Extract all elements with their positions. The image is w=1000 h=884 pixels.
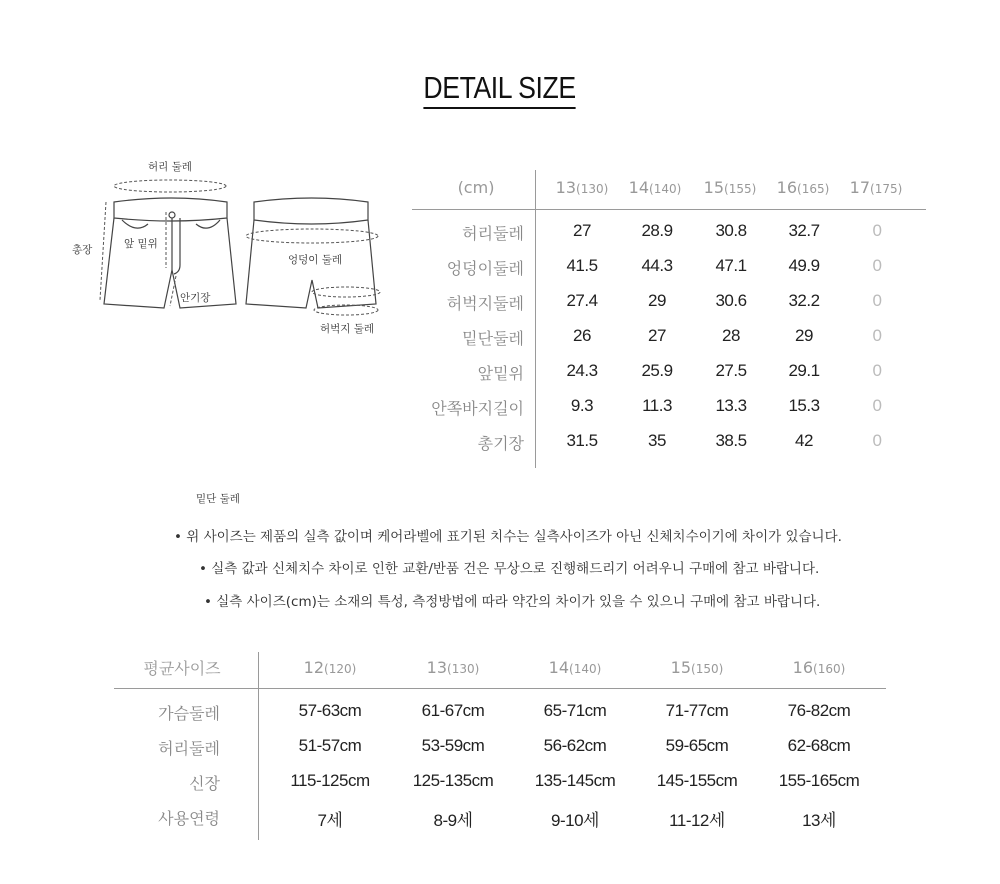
cell-value: 49.9 (788, 256, 820, 275)
cell-value: 38.5 (715, 431, 747, 450)
cell-value: 35 (648, 431, 666, 450)
cell-value: 29.1 (788, 361, 820, 380)
col-header: 15(150) (670, 658, 724, 677)
cell-value: 7세 (317, 811, 343, 830)
cell-value: 32.7 (788, 221, 820, 240)
cell-value: 0 (872, 256, 882, 275)
note-item: • 실측 값과 신체치수 차이로 인한 교환/반품 건은 무상으로 진행해드리기 어려우니 구매에 참고 바랍니다. (199, 561, 820, 577)
cell-value: 26 (573, 326, 591, 345)
col-header: 13(130) (555, 178, 609, 197)
table-row (412, 354, 926, 389)
row-label: 가슴둘레 (158, 704, 220, 723)
row-label: 안쪽바지길이 (431, 399, 524, 418)
cell-value: 30.8 (715, 221, 747, 240)
cell-value: 29 (648, 291, 666, 310)
col-header: 16(165) (776, 178, 830, 197)
cell-value: 0 (872, 326, 882, 345)
cell-value: 27.5 (715, 361, 747, 380)
row-label: 엉덩이둘레 (446, 259, 524, 278)
col-header: 14(140) (628, 178, 682, 197)
table-row (412, 424, 926, 459)
cell-value: 42 (795, 431, 813, 450)
cell-value: 29 (795, 326, 813, 345)
cell-value: 71-77cm (665, 701, 729, 720)
hip-measure-line (246, 229, 378, 243)
cell-value: 28.9 (641, 221, 673, 240)
header-label: 평균사이즈 (143, 659, 221, 678)
cell-value: 51-57cm (298, 736, 362, 755)
col-header: 15(155) (703, 178, 757, 197)
col-header: 16(160) (792, 658, 846, 677)
page-title-wrap (0, 70, 1000, 109)
cell-value: 28 (722, 326, 740, 345)
table-row (412, 319, 926, 354)
label-hem: 밑단 둘레 (196, 493, 240, 505)
row-label: 사용연령 (158, 809, 220, 828)
table-row (412, 284, 926, 319)
label-hip: 엉덩이 둘레 (288, 254, 343, 266)
cell-value: 13.3 (715, 396, 747, 415)
total-length-measure-line (100, 202, 106, 300)
average-size-table (114, 652, 886, 831)
cell-value: 27.4 (566, 291, 598, 310)
cell-value: 155-165cm (778, 771, 860, 790)
cell-value: 57-63cm (298, 701, 362, 720)
page-title: DETAIL SIZE (424, 70, 576, 109)
note-item: • 위 사이즈는 제품의 실측 값이며 케어라벨에 표기된 치수는 실측사이즈가 아닌 신체치수이기에 차이가 있습니다. (174, 529, 842, 545)
cell-value: 32.2 (788, 291, 820, 310)
cell-value: 59-65cm (665, 736, 729, 755)
cell-value: 24.3 (566, 361, 598, 380)
table-row (114, 726, 886, 761)
row-label: 밑단둘레 (462, 329, 524, 348)
cell-value: 27 (573, 221, 591, 240)
row-label: 허벅지둘레 (446, 294, 524, 313)
cell-value: 15.3 (788, 396, 820, 415)
cell-value: 145-155cm (656, 771, 738, 790)
cell-value: 0 (872, 291, 882, 310)
cell-value: 135-145cm (534, 771, 616, 790)
cell-value: 25.9 (641, 361, 673, 380)
cell-value: 11.3 (642, 396, 672, 415)
label-waist: 허리 둘레 (148, 161, 192, 173)
waist-measure-line (114, 180, 226, 192)
note-item: • 실측 사이즈(cm)는 소재의 특성, 측정방법에 따라 약간의 차이가 있을 수 있으니 구매에 참고 바랍니다. (204, 594, 821, 610)
cell-value: 65-71cm (543, 701, 607, 720)
row-label: 허리둘레 (158, 739, 220, 758)
cell-value: 0 (872, 361, 882, 380)
cell-value: 13세 (802, 811, 836, 830)
cell-value: 0 (872, 221, 882, 240)
cell-value: 61-67cm (421, 701, 485, 720)
row-label: 총기장 (477, 434, 524, 453)
detail-size-table (412, 170, 926, 459)
cell-value: 0 (872, 396, 882, 415)
cell-value: 76-82cm (787, 701, 851, 720)
label-front-rise: 앞 밑위 (124, 238, 158, 250)
label-inseam: 안기장 (180, 292, 211, 304)
table-row (114, 796, 886, 831)
front-shorts (104, 198, 236, 308)
cell-value: 53-59cm (421, 736, 485, 755)
col-header: 14(140) (548, 658, 602, 677)
label-total-length: 총장 (72, 244, 93, 256)
row-label: 앞밑위 (477, 364, 524, 383)
cell-value: 9.3 (570, 396, 594, 415)
cell-value: 47.1 (715, 256, 747, 275)
shorts-illustration (62, 150, 402, 350)
table-row (114, 691, 886, 726)
cell-value: 11-12세 (669, 811, 725, 830)
table-row (412, 389, 926, 424)
inseam-measure-line (170, 276, 176, 306)
table-row (412, 214, 926, 249)
cell-value: 31.5 (566, 431, 598, 450)
cell-value: 9-10세 (551, 811, 599, 830)
cell-value: 0 (872, 431, 882, 450)
table-header (114, 652, 886, 689)
row-label: 신장 (189, 774, 220, 793)
thigh-measure-line (312, 287, 380, 297)
table-row (412, 249, 926, 284)
row-label: 허리둘레 (462, 224, 524, 243)
cell-value: 56-62cm (543, 736, 607, 755)
cell-value: 115-125cm (290, 771, 370, 790)
cell-value: 41.5 (566, 256, 598, 275)
cell-value: 44.3 (641, 256, 673, 275)
table-row (114, 761, 886, 796)
table-header (412, 170, 926, 210)
col-header: 17(175) (849, 178, 903, 197)
col-header: 13(130) (426, 658, 480, 677)
cell-value: 8-9세 (433, 811, 473, 830)
cell-value: 27 (648, 326, 666, 345)
label-thigh: 허벅지 둘레 (320, 323, 375, 335)
cell-value: 125-135cm (412, 771, 494, 790)
cell-value: 30.6 (715, 291, 747, 310)
unit-label: (cm) (457, 178, 495, 197)
cell-value: 62-68cm (787, 736, 851, 755)
col-header: 12(120) (303, 658, 357, 677)
shorts-diagram (62, 150, 402, 505)
